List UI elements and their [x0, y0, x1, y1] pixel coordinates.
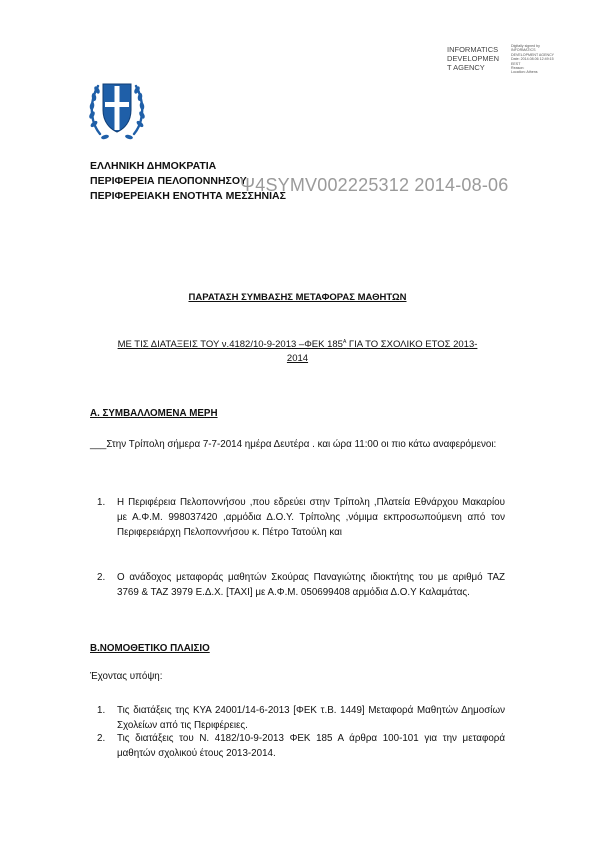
signature-detail-line: Reason: — [511, 66, 525, 71]
list-item-number: 2. — [97, 572, 106, 583]
signature-agency-line: T AGENCY — [447, 63, 485, 72]
section-a-intro: ___Στην Τρίπολη σήμερα 7-7-2014 ημέρα Δευτέρα . και ώρα 11:00 οι πιο κάτω αναφερόμενοι: — [90, 439, 497, 450]
subtitle-text: ΜΕ ΤΙΣ ΔΙΑΤΑΞΕΙΣ ΤΟΥ ν.4182/10-9-2013 –ΦΕΚ 185 — [117, 339, 343, 351]
document-title: ΠΑΡΑΤΑΣΗ ΣΥΜΒΑΣΗΣ ΜΕΤΑΦΟΡΑΣ ΜΑΘΗΤΩΝ — [188, 292, 407, 303]
list-item-number: 1. — [97, 497, 106, 508]
header-regional-unit: ΠΕΡΙΦΕΡΕΙΑΚΗ ΕΝΟΤΗΤΑ ΜΕΣΣΗΝΙΑΣ — [90, 190, 286, 202]
list-item-text: Η Περιφέρεια Πελοποννήσου ,που εδρεύει στην Τρίπολη ,Πλατεία Εθνάρχου Μακαρίου με Α.Φ.Μ. 998037420 ,αρμόδια Δ.Ο.Υ. Τρίπολης ,νόμιμα εκπροσωπούμενη από τον Περιφερειάρχη Πελοποννήσου κ. Πέτρο Τατούλη και — [117, 497, 505, 538]
header-country: ΕΛΛΗΝΙΚΗ ΔΗΜΟΚΡΑΤΙΑ — [90, 160, 217, 172]
signature-agency — [447, 45, 499, 72]
signature-detail-line: Location: Athens — [511, 70, 538, 75]
signature-detail-line: INFORMATICS — [511, 48, 536, 53]
list-item-number: 2. — [97, 733, 106, 744]
list-item-text: Τις διατάξεις της ΚΥΑ 24001/14-6-2013 [ΦΕΚ τ.Β. 1449] Μεταφορά Μαθητών Δημοσίων Σχολείων από τις Περιφέρειες. — [117, 705, 505, 731]
signature-details — [511, 44, 581, 75]
list-item — [97, 731, 505, 761]
signature-detail-line: EEST — [511, 61, 521, 66]
subtitle-text: 2014 — [286, 353, 309, 365]
header-region: ΠΕΡΙΦΕΡΕΙΑ ΠΕΛΟΠΟΝΝΗΣΟΥ — [90, 175, 247, 187]
document-subtitle — [90, 335, 505, 366]
list-item-number: 1. — [97, 705, 106, 716]
list-item — [97, 570, 505, 600]
greek-emblem-icon — [86, 72, 148, 144]
subtitle-superscript: Α — [342, 339, 347, 345]
ada-code: Ψ4SYMV002225312 2014-08-06 — [240, 175, 509, 195]
signature-detail-line: Digitally signed by — [511, 44, 540, 48]
signature-detail-line: Date: 2014.08.06 12:49:15 — [511, 57, 554, 62]
section-b-intro: Έχοντας υπόψη: — [90, 671, 163, 682]
signature-detail-line: DEVELOPMENT AGENCY — [511, 52, 555, 57]
list-item-text: Ο ανάδοχος μεταφοράς μαθητών Σκούρας Παναγιώτης ιδιοκτήτης του με αριθμό ΤΑΖ 3769 & ΤΑΖ 3979 Ε.Δ.Χ. [ΤΑΧΙ] με Α.Φ.Μ. 050699408 αρμόδια Δ.Ο.Υ Καλαμάτας. — [117, 572, 505, 598]
section-a-heading: Α. ΣΥΜΒΑΛΛΟΜΕΝΑ ΜΕΡΗ — [90, 408, 218, 419]
signature-agency-line: DEVELOPMEN — [447, 54, 500, 63]
signature-agency-line: INFORMATICS — [447, 45, 499, 54]
section-b-heading: Β.ΝΟΜΟΘΕΤΙΚΟ ΠΛΑΙΣΙΟ — [90, 643, 210, 654]
subtitle-text: ΓΙΑ ΤΟ ΣΧΟΛΙΚΟ ΕΤΟΣ 2013- — [346, 339, 478, 351]
list-item-text: Τις διατάξεις του Ν. 4182/10-9-2013 ΦΕΚ 185 Α άρθρα 100-101 για την μεταφορά μαθητών σχολικού έτους 2013-2014. — [117, 733, 505, 759]
list-item — [97, 703, 505, 733]
list-item — [97, 495, 505, 540]
